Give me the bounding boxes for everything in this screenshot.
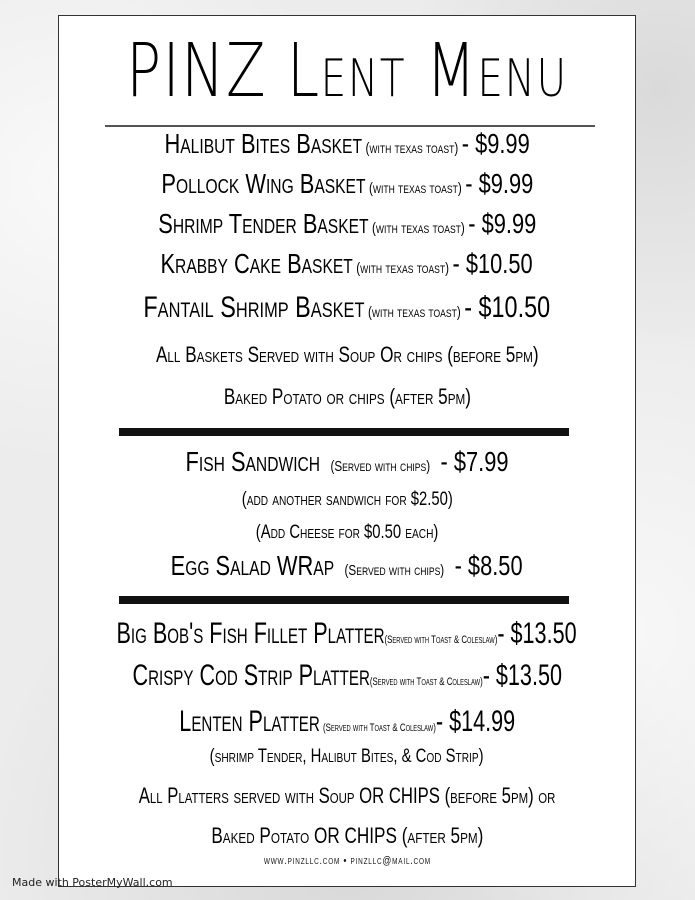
item-name: Lenten Platter xyxy=(179,705,320,738)
menu-item-sandwich xyxy=(59,442,635,482)
menu-card xyxy=(58,15,636,887)
item-name: Big Bob's Fish Fillet Platter xyxy=(116,617,385,650)
menu-item-basket xyxy=(59,288,635,328)
item-price: - $9.99 xyxy=(464,168,533,199)
menu-item-wrap xyxy=(59,546,635,586)
baskets-sides-note: All Baskets Served with Soup Or chips (before 5pm) xyxy=(155,342,539,367)
item-note: (Served with chips) xyxy=(344,562,445,579)
watermark-text: Made with PosterMyWall.com xyxy=(12,876,173,889)
item-price: - $13.50 xyxy=(482,659,562,692)
item-name: Fantail Shrimp Basket xyxy=(143,291,365,324)
item-price: - $10.50 xyxy=(452,248,534,279)
item-name: Fish Sandwich xyxy=(185,446,321,477)
item-price: - $13.50 xyxy=(497,617,578,650)
sandwich-addon: (Add Cheese for $0.50 each) xyxy=(255,522,439,543)
item-note: (with texas toast) xyxy=(356,260,450,277)
item-note: (with texas toast) xyxy=(368,304,462,321)
menu-item-platter xyxy=(59,702,635,742)
item-name: Krabby Cake Basket xyxy=(160,248,354,279)
menu-item-basket xyxy=(59,206,635,242)
menu-item-basket xyxy=(59,126,635,162)
section-divider xyxy=(119,596,569,604)
item-note: (Served with chips) xyxy=(330,458,431,475)
menu-item-platter xyxy=(0,614,695,654)
item-note: (with texas toast) xyxy=(368,180,462,197)
item-note: (Served with Toast & Coleslaw) xyxy=(369,676,483,688)
item-price: - $9.99 xyxy=(461,128,530,159)
menu-item-platter xyxy=(0,656,695,696)
baskets-sides-note: Baked Potato or chips (after 5pm) xyxy=(223,384,471,409)
sandwich-addon: (add another sandwich for $2.50) xyxy=(241,489,453,510)
item-note: (Served with Toast & Coleslaw) xyxy=(384,634,498,646)
platters-sides-note: Baked Potato OR CHIPS (after 5pm) xyxy=(210,823,484,848)
item-name: Pollock Wing Basket xyxy=(161,168,366,199)
lenten-platter-contents: (shrimp Tender, Halibut Bites, & Cod Strip) xyxy=(210,746,484,767)
item-price: - $9.99 xyxy=(467,208,536,239)
platters-sides-note: All Platters served with Soup OR CHIPS (before 5pm) or xyxy=(138,783,556,808)
item-note: (with texas toast) xyxy=(371,220,465,237)
section-divider xyxy=(119,428,569,436)
item-note: (with texas toast) xyxy=(365,140,459,157)
contact-footer: www.pinzllc.com • pinzllc@mail.com xyxy=(264,855,431,867)
item-name: Halibut Bites Basket xyxy=(164,128,362,159)
item-note: (Served with Toast & Coleslaw) xyxy=(322,722,436,734)
item-price: - $8.50 xyxy=(454,550,523,581)
menu-item-basket xyxy=(59,246,635,282)
item-name: Crispy Cod Strip Platter xyxy=(132,659,370,692)
menu-title: PINZ Lent Menu xyxy=(126,28,568,114)
item-price: - $7.99 xyxy=(440,446,509,477)
item-price: - $14.99 xyxy=(435,705,515,738)
item-name: Shrimp Tender Basket xyxy=(158,208,369,239)
item-price: - $10.50 xyxy=(464,291,551,324)
menu-item-basket xyxy=(59,166,635,202)
item-name: Egg Salad WRap xyxy=(171,550,335,581)
